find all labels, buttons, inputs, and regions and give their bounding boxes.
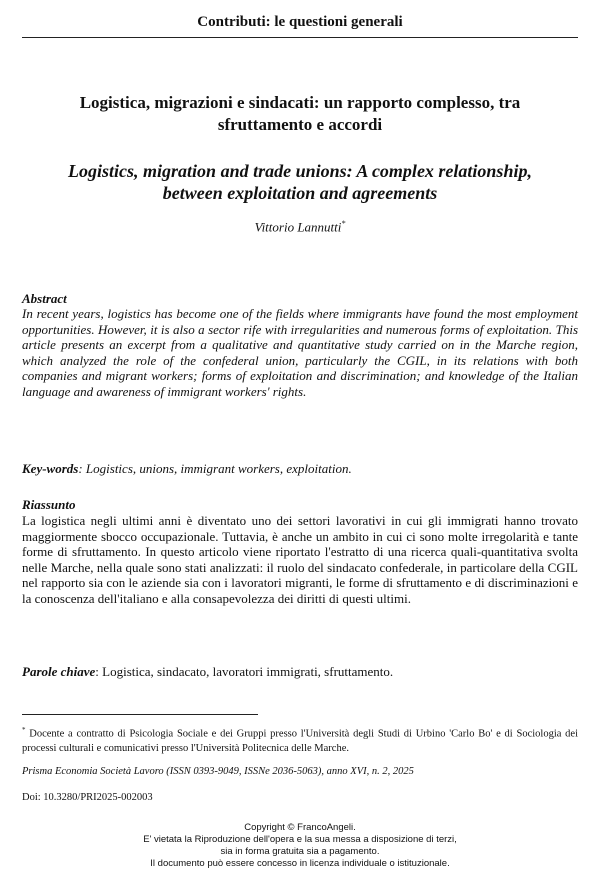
abstract-heading: Abstract	[22, 291, 67, 306]
author-footnote-mark: *	[341, 219, 346, 228]
keywords-text: : Logistics, unions, immigrant workers, exploitation.	[78, 461, 352, 476]
keywords-line	[22, 461, 578, 477]
title-english: Logistics, migration and trade unions: A complex relationship, between exploitation and agreements	[68, 161, 532, 203]
copyright-line: Il documento può essere concesso in licenza individuale o istituzionale.	[150, 858, 450, 869]
copyright-line: E' vietata la Riproduzione dell'opera e la sua messa a disposizione di terzi,	[143, 834, 457, 845]
title-italian: Logistica, migrazioni e sindacati: un rapporto complesso, tra sfruttamento e accordi	[79, 93, 521, 134]
copyright-notice	[40, 822, 560, 870]
doi-line: Doi: 10.3280/PRI2025-002003	[22, 792, 153, 803]
author-line	[40, 219, 560, 235]
footnote-divider	[22, 714, 258, 715]
parole-chiave-line	[22, 664, 578, 680]
keywords-label: Key-words	[22, 461, 79, 476]
author-name: Vittorio Lannutti	[254, 219, 342, 235]
footnote-mark: *	[22, 726, 26, 734]
journal-citation: Prisma Economia Società Lavoro (ISSN 0393-9049, ISSNe 2036-5063), anno XVI, n. 2, 2025	[22, 766, 414, 777]
header-divider	[22, 37, 578, 38]
parole-chiave-text: : Logistica, sindacato, lavoratori immigrati, sfruttamento.	[95, 664, 394, 679]
copyright-line: Copyright © FrancoAngeli.	[244, 822, 356, 833]
abstract-text: In recent years, logistics has become one of the fields where immigrants have found the most employment opportunities. However, it is also a sector rife with irregularities and numerous forms of exploitation. This article presents an excerpt from a qualitative and quantitative study carried on in the Marche region, which analyzed the role of the confederal union, particularly the CGIL, in its relations with both companies and migrant workers; forms of exploitation and discrimination; and knowledge of the Italian language and awareness of immigrant workers' rights.	[22, 306, 578, 399]
author-footnote	[22, 723, 578, 756]
riassunto-text: La logistica negli ultimi anni è diventato uno dei settori lavorativi in cui gli immigrati hanno trovato maggiormente sbocco occupazionale. Tuttavia, è anche un ambito in cui ci sono molte irregolarità e tante forme di sfruttamento. In questo articolo viene riportato l'estratto di una ricerca quali-quantitativa svolta nelle Marche, nella quale sono stati analizzati: il ruolo del sindacato confederale, in particolare della CGIL nel rapporto sia con le aziende sia con i lavoratori migranti, le forme di sfruttamento e di discriminazioni e la conoscenza dell'italiano e alla consapevolezza dei diritti di questi ultimi.	[22, 513, 578, 606]
parole-chiave-label: Parole chiave	[22, 664, 96, 679]
footnote-text: Docente a contratto di Psicologia Sociale e dei Gruppi presso l'Università degli Studi di Urbino 'Carlo Bo' e di Sociologia dei processi culturali e comunicativi presso l'Università Politecnica delle Marche.	[22, 728, 578, 754]
riassunto-heading: Riassunto	[22, 497, 76, 512]
copyright-line: sia in forma gratuita sia a pagamento.	[220, 846, 380, 857]
section-header: Contributi: le questioni generali	[197, 14, 403, 30]
